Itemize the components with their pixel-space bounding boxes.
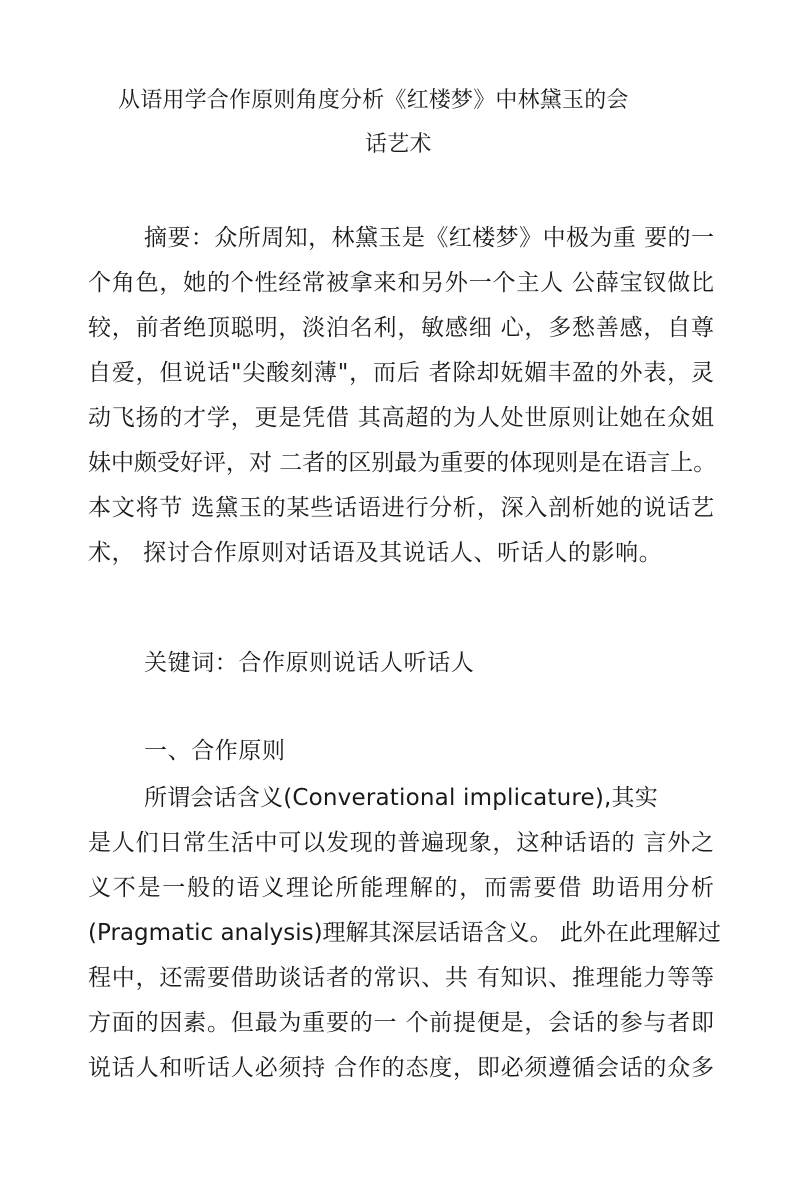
keywords: 关键词：合作原则说话人听话人 [144,650,475,676]
abstract-line-1: 摘要：众所周知，林黛玉是《红楼梦》中极为重 要的一 [144,225,714,251]
section-1-heading: 一、合作原则 [144,738,286,764]
section-1-line-3: 义不是一般的语义理论所能理解的，而需要借 助语用分析 [88,875,714,901]
section-1-line-4: (Pragmatic analysis)理解其深层话语含义。 此外在此理解过 [88,920,721,946]
title-line-1: 从语用学合作原则角度分析《红楼梦》中林黛玉的会 [118,88,629,113]
section-1-line-6: 方面的因素。但最为重要的一 个前提便是，会话的参与者即 [88,1010,714,1036]
section-1-line-7: 说话人和听话人必须持 合作的态度，即必须遵循会话的众多 [88,1055,714,1081]
section-1-line-1: 所谓会话含义(Converational implicature),其实 [144,785,658,811]
abstract-line-3: 较，前者绝顶聪明，淡泊名利，敏感细 心，多愁善感，自尊 [88,315,714,341]
abstract-line-7: 本文将节 选黛玉的某些话语进行分析，深入剖析她的说话艺 [88,495,714,521]
abstract-line-2: 个角色，她的个性经常被拿来和另外一个主人 公薛宝钗做比 [88,270,714,296]
abstract-line-5: 动飞扬的才学，更是凭借 其高超的为人处世原则让她在众姐 [88,405,714,431]
abstract-line-4: 自爱，但说话"尖酸刻薄"，而后 者除却妩媚丰盈的外表，灵 [88,360,714,386]
section-1-line-5: 程中，还需要借助谈话者的常识、共 有知识、推理能力等等 [88,965,714,991]
abstract-line-8: 术， 探讨合作原则对话语及其说话人、听话人的影响。 [88,540,663,566]
title-line-2: 话艺术 [365,132,432,157]
abstract-line-6: 妹中颇受好评，对 二者的区别最为重要的体现则是在语言上。 [88,450,717,476]
section-1-line-2: 是人们日常生活中可以发现的普遍现象，这种话语的 言外之 [88,830,714,856]
